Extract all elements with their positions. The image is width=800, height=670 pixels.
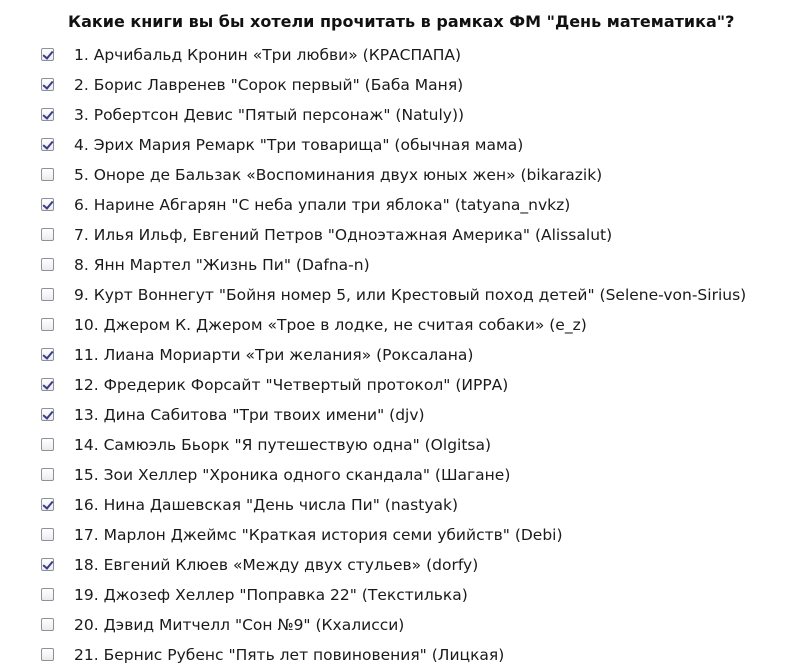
checkmark-icon	[42, 408, 53, 420]
checkmark-icon	[42, 198, 53, 210]
poll-option-checkbox[interactable]	[41, 108, 54, 121]
poll-option-checkbox[interactable]	[41, 78, 54, 91]
poll-option-checkbox[interactable]	[41, 558, 54, 571]
poll-option	[0, 490, 800, 520]
checkmark-icon	[42, 78, 53, 90]
poll-option-checkbox[interactable]	[41, 648, 54, 661]
poll-option-label[interactable]: 4. Эрих Мария Ремарк "Три товарища" (обычная мама)	[74, 136, 524, 154]
poll-option	[0, 460, 800, 490]
poll-option-checkbox[interactable]	[41, 438, 54, 451]
poll-option	[0, 250, 800, 280]
poll-option	[0, 430, 800, 460]
poll-option-checkbox[interactable]	[41, 228, 54, 241]
poll-option	[0, 220, 800, 250]
checkmark-icon	[42, 348, 53, 360]
poll-option	[0, 190, 800, 220]
poll-option-checkbox[interactable]	[41, 588, 54, 601]
poll-option-checkbox[interactable]	[41, 528, 54, 541]
poll-option-label[interactable]: 15. Зои Хеллер "Хроника одного скандала" (Шагане)	[74, 466, 511, 484]
poll-option	[0, 160, 800, 190]
checkmark-icon	[42, 48, 53, 60]
poll-option-label[interactable]: 21. Бернис Рубенс "Пять лет повиновения" (Лицкая)	[74, 646, 505, 664]
poll-option	[0, 640, 800, 670]
poll-option-checkbox[interactable]	[41, 618, 54, 631]
poll-option	[0, 130, 800, 160]
checkmark-icon	[42, 138, 53, 150]
poll-option-label[interactable]: 14. Самюэль Бьорк "Я путешествую одна" (Olgitsa)	[74, 436, 492, 454]
poll-option-checkbox[interactable]	[41, 288, 54, 301]
poll-option	[0, 550, 800, 580]
poll-option-checkbox[interactable]	[41, 198, 54, 211]
checkmark-icon	[42, 498, 53, 510]
poll-title: Какие книги вы бы хотели прочитать в рамках ФМ "День математика"?	[68, 12, 735, 31]
poll-option-checkbox[interactable]	[41, 498, 54, 511]
poll-option-checkbox[interactable]	[41, 138, 54, 151]
poll-option-label[interactable]: 16. Нина Дашевская "День числа Пи" (nastyak)	[74, 496, 459, 514]
poll-option-checkbox[interactable]	[41, 408, 54, 421]
poll-option-checkbox[interactable]	[41, 318, 54, 331]
poll-option	[0, 580, 800, 610]
poll-option-label[interactable]: 10. Джером К. Джером «Трое в лодке, не считая собаки» (e_z)	[74, 316, 587, 334]
poll-option-label[interactable]: 6. Нарине Абгарян "С неба упали три яблока" (tatyana_nvkz)	[74, 196, 571, 214]
poll-option-checkbox[interactable]	[41, 168, 54, 181]
poll-option-label[interactable]: 2. Борис Лавренев "Сорок первый" (Баба Маня)	[74, 76, 464, 94]
poll-option	[0, 310, 800, 340]
poll-option-label[interactable]: 20. Дэвид Митчелл "Сон №9" (Кхалисси)	[74, 616, 405, 634]
poll-option-checkbox[interactable]	[41, 258, 54, 271]
poll-option-label[interactable]: 11. Лиана Мориарти «Три желания» (Роксалана)	[74, 346, 474, 364]
poll-option-checkbox[interactable]	[41, 468, 54, 481]
poll-option-label[interactable]: 5. Оноре де Бальзак «Воспоминания двух юных жен» (bikarazik)	[74, 166, 603, 184]
poll-option	[0, 610, 800, 640]
checkmark-icon	[42, 378, 53, 390]
checkmark-icon	[42, 558, 53, 570]
poll-option-label[interactable]: 3. Робертсон Девис "Пятый персонаж" (Natuly))	[74, 106, 465, 124]
checkmark-icon	[42, 108, 53, 120]
poll-option	[0, 70, 800, 100]
poll-option-label[interactable]: 18. Евгений Клюев «Между двух стульев» (dorfy)	[74, 556, 479, 574]
poll-option-label[interactable]: 1. Арчибальд Кронин «Три любви» (КРАСПАПА)	[74, 46, 462, 64]
poll-option	[0, 280, 800, 310]
poll-option	[0, 100, 800, 130]
poll-options-list	[0, 40, 800, 670]
poll-option-label[interactable]: 8. Янн Мартел "Жизнь Пи" (Dafna-n)	[74, 256, 370, 274]
poll-option	[0, 40, 800, 70]
poll-option	[0, 340, 800, 370]
poll-option-checkbox[interactable]	[41, 348, 54, 361]
poll-option	[0, 370, 800, 400]
poll-option-checkbox[interactable]	[41, 48, 54, 61]
poll-option-label[interactable]: 19. Джозеф Хеллер "Поправка 22" (Текстилька)	[74, 586, 468, 604]
poll-option	[0, 400, 800, 430]
poll-option	[0, 520, 800, 550]
poll-option-label[interactable]: 13. Дина Сабитова "Три твоих имени" (djv)	[74, 406, 425, 424]
poll-option-label[interactable]: 17. Марлон Джеймс "Краткая история семи убийств" (Debi)	[74, 526, 563, 544]
poll-option-label[interactable]: 7. Илья Ильф, Евгений Петров "Одноэтажная Америка" (Alissalut)	[74, 226, 613, 244]
poll-option-checkbox[interactable]	[41, 378, 54, 391]
poll-option-label[interactable]: 12. Фредерик Форсайт "Четвертый протокол" (ИРРА)	[74, 376, 509, 394]
poll-option-label[interactable]: 9. Курт Воннегут "Бойня номер 5, или Крестовый поход детей" (Selene-von-Sirius)	[74, 286, 747, 304]
